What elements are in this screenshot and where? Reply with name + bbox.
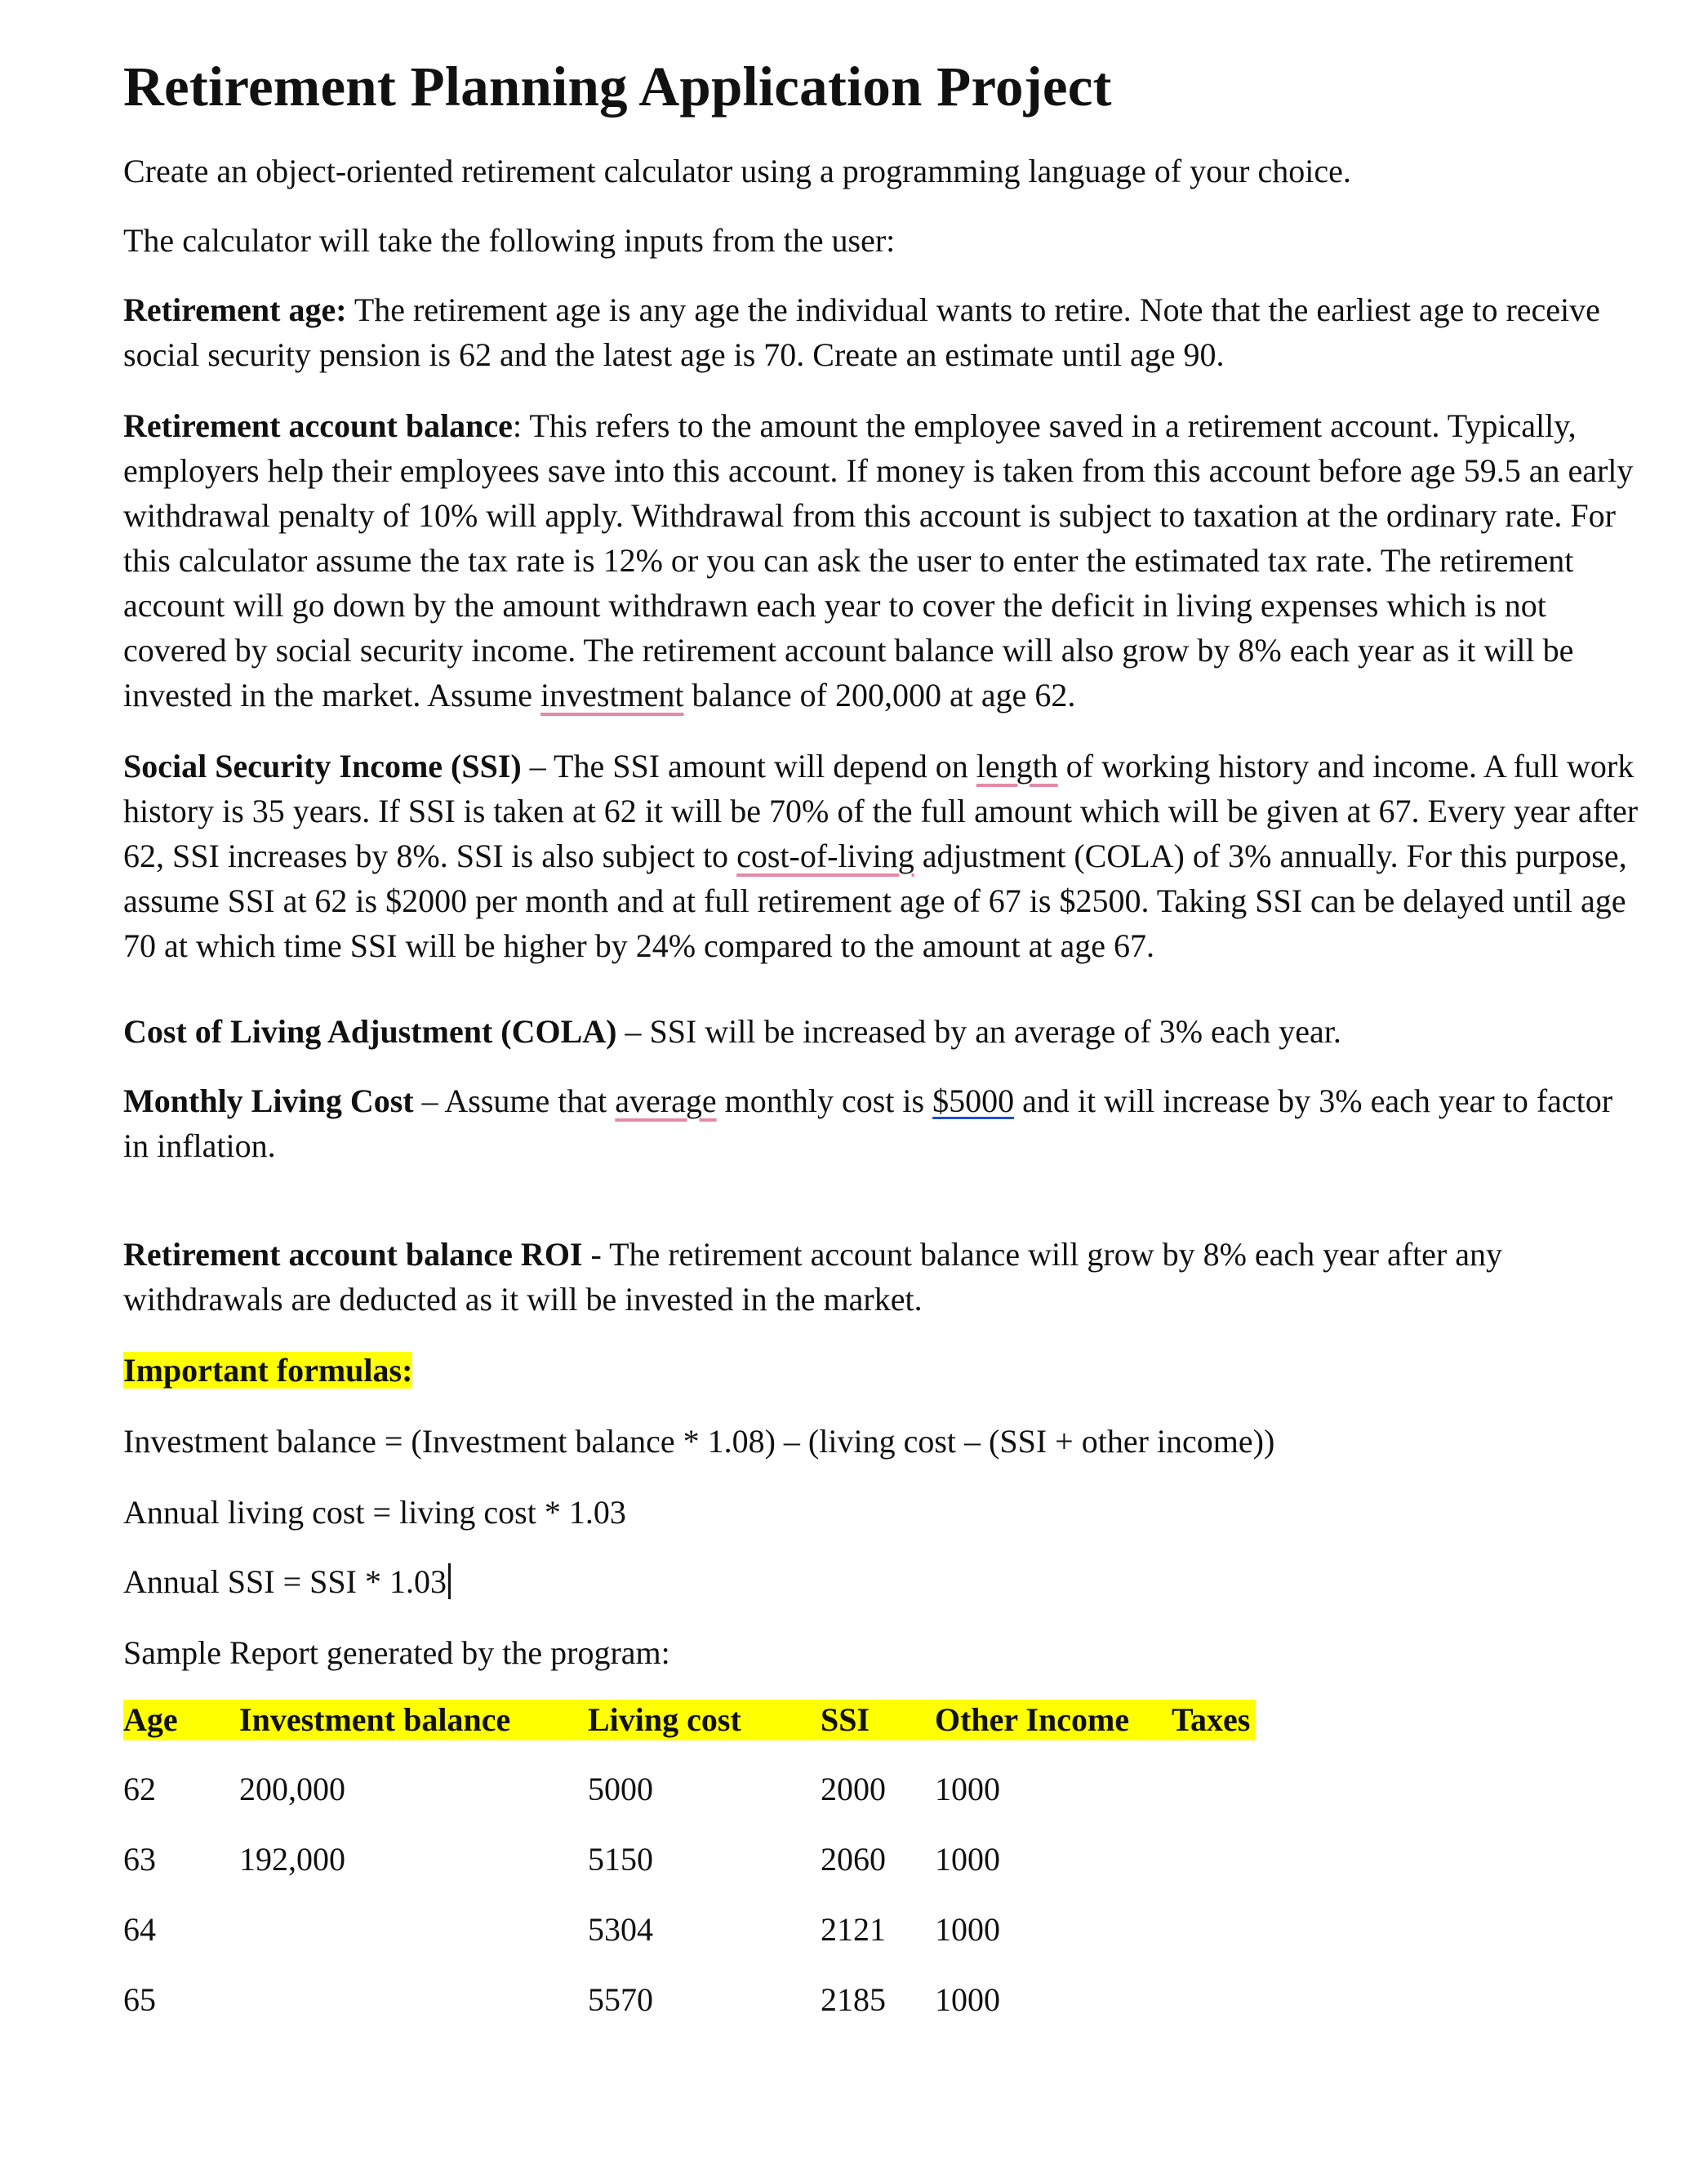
cell-other-income: 1000 <box>935 1771 1000 1807</box>
sample-report-table <box>123 1700 1266 2050</box>
ssi-text-a: – The SSI amount will depend on <box>521 748 976 784</box>
retirement-balance-label: Retirement account balance <box>123 407 513 444</box>
formula-living-cost: Annual living cost = living cost * 1.03 <box>123 1494 626 1531</box>
spellcheck-word-investment[interactable]: investment <box>540 677 684 713</box>
retirement-age-text: The retirement age is any age the individual wants to retire. Note that the earliest age to receive social security pension is 62 and the latest age is 70. Create an estimate until age 90. <box>123 291 1600 373</box>
cell-investment: 192,000 <box>239 1841 345 1878</box>
text-cursor <box>448 1563 451 1599</box>
roi-paragraph <box>123 1232 1642 1322</box>
living-cost-text-a: – Assume that <box>413 1082 616 1119</box>
table-row <box>123 1769 1266 1839</box>
living-cost-text-b: monthly cost is <box>716 1082 933 1119</box>
formula-ssi-paragraph <box>123 1559 1642 1604</box>
report-header-row <box>123 1700 1256 1740</box>
document-page <box>123 49 1642 2050</box>
living-cost-text-c: and it will increase by 3% each year to factor in inflation. <box>123 1082 1613 1164</box>
cell-investment: 200,000 <box>239 1771 345 1807</box>
retirement-balance-text-a: : This refers to the amount the employee saved in a retirement account. Typically, employers help their employees save into this account. If money is taken from this account before age 59.5 an early withdrawal penalty of 10% will apply. Withdrawal from this account is subject to taxation at the ordinary rate. For this calculator assume the tax rate is 12% or you can ask the user to enter the estimated tax rate. The retirement account will go down by the amount withdrawn each year to cover the deficit in living expenses which is not covered by social security income. The retirement account balance will also grow by 8% each year as it will be invested in the market. Assume <box>123 407 1634 713</box>
inputs-intro-paragraph: The calculator will take the following inputs from the user: <box>123 222 896 259</box>
cola-text: – SSI will be increased by an average of 3% each year. <box>616 1013 1341 1050</box>
cell-other-income: 1000 <box>935 1981 1000 2018</box>
retirement-balance-paragraph <box>123 403 1642 718</box>
intro-paragraph: Create an object-oriented retirement calculator using a programming language of your choice. <box>123 153 1351 189</box>
ssi-text-c: adjustment (COLA) of 3% annually. For this purpose, assume SSI at 62 is $2000 per month and at full retirement age of 67 is $2500. Taking SSI can be delayed until age 70 at which time SSI will be higher by 24% compared to the amount at age 67. <box>123 838 1627 964</box>
cell-living-cost: 5000 <box>588 1771 653 1807</box>
cell-other-income: 1000 <box>935 1841 1000 1878</box>
retirement-balance-text-b: balance of 200,000 at age 62. <box>683 677 1076 713</box>
report-header-taxes: Taxes <box>1172 1701 1251 1738</box>
report-intro: Sample Report generated by the program: <box>123 1634 670 1671</box>
ssi-paragraph <box>123 744 1642 968</box>
retirement-age-label: Retirement age: <box>123 291 347 328</box>
retirement-age-paragraph <box>123 287 1642 377</box>
cell-age: 62 <box>123 1771 156 1807</box>
report-header-age: Age <box>123 1701 178 1738</box>
roi-label: Retirement account balance ROI <box>123 1236 583 1273</box>
cell-age: 65 <box>123 1981 156 2018</box>
roi-text: - The retirement account balance will grow by 8% each year after any withdrawals are deducted as it will be invested in the market. <box>123 1236 1503 1318</box>
spellcheck-word-cost-of-living[interactable]: cost-of-living <box>736 838 914 874</box>
cell-age: 64 <box>123 1911 156 1948</box>
report-header-investment: Investment balance <box>239 1701 511 1738</box>
cell-age: 63 <box>123 1841 156 1878</box>
cell-ssi: 2060 <box>821 1841 886 1878</box>
living-cost-paragraph <box>123 1078 1642 1168</box>
ssi-label: Social Security Income (SSI) <box>123 748 522 784</box>
cell-ssi: 2121 <box>821 1911 886 1948</box>
table-row <box>123 1909 1266 1980</box>
cell-other-income: 1000 <box>935 1911 1000 1948</box>
page-title: Retirement Planning Application Project <box>123 56 1112 118</box>
spellcheck-word-average[interactable]: average <box>615 1082 717 1119</box>
table-row <box>123 1980 1266 2050</box>
formulas-heading-paragraph <box>123 1348 1642 1393</box>
ssi-text-b: of working history and income. A full work history is 35 years. If SSI is taken at 62 it will be 70% of the full amount which will be given at 67. Every year after 62, SSI increases by 8%. SSI is also subject to <box>123 748 1639 874</box>
cola-label: Cost of Living Adjustment (COLA) <box>123 1013 617 1050</box>
formula-investment: Investment balance = (Investment balance * 1.08) – (living cost – (SSI + other income)) <box>123 1423 1275 1460</box>
formulas-heading: Important formulas: <box>123 1352 413 1389</box>
table-row <box>123 1839 1266 1909</box>
report-header-living-cost: Living cost <box>588 1701 741 1738</box>
cola-paragraph <box>123 1009 1642 1054</box>
cell-living-cost: 5304 <box>588 1911 653 1948</box>
cell-ssi: 2000 <box>821 1771 886 1807</box>
report-header-other-income: Other Income <box>935 1701 1130 1738</box>
spellcheck-word-length[interactable]: length <box>976 748 1058 784</box>
report-header-ssi: SSI <box>821 1701 870 1738</box>
cell-living-cost: 5570 <box>588 1981 653 2018</box>
cell-living-cost: 5150 <box>588 1841 653 1878</box>
cell-ssi: 2185 <box>821 1981 886 2018</box>
living-cost-label: Monthly Living Cost <box>123 1082 414 1119</box>
formula-ssi: Annual SSI = SSI * 1.03 <box>123 1563 447 1600</box>
living-cost-amount-link[interactable]: $5000 <box>932 1082 1015 1119</box>
